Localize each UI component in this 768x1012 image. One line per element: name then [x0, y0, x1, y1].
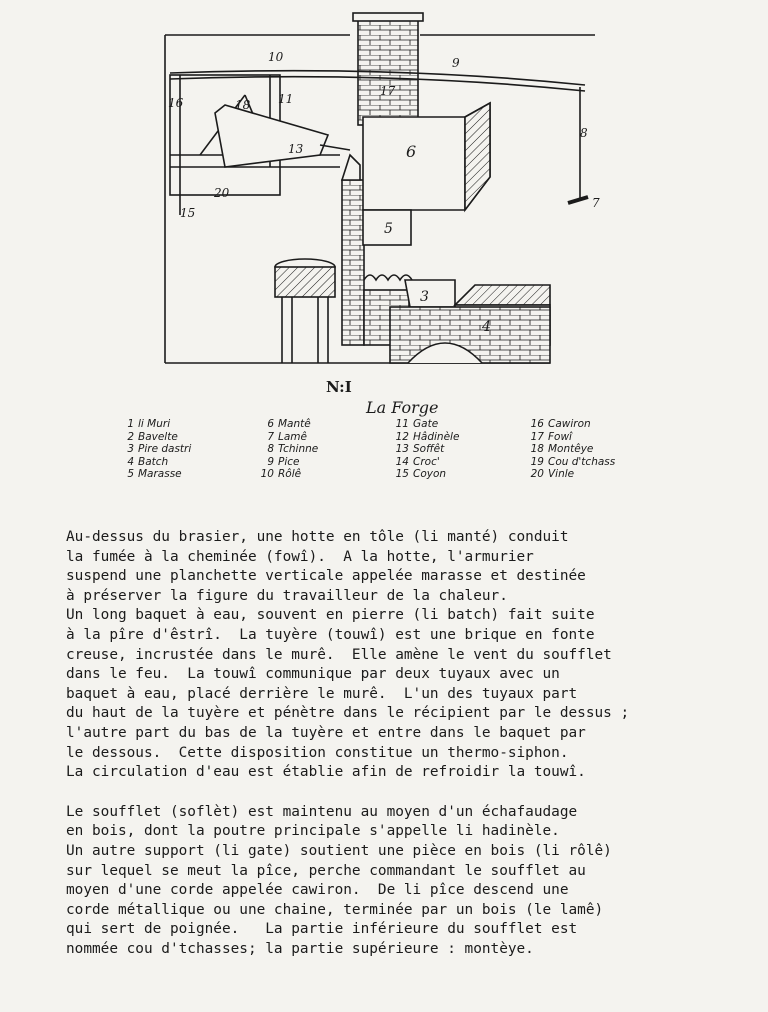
body-text — [66, 528, 756, 979]
figure-legend — [118, 418, 678, 481]
text-line: Un long baquet à eau, souvent en pierre (li batch) fait suite — [66, 607, 595, 624]
text-line: suspend une planchette verticale appelée marasse et destinée — [66, 568, 586, 585]
figure-callout: 11 — [278, 92, 294, 106]
figure-callout: 6 — [406, 142, 417, 161]
figure-callout: 18 — [235, 98, 251, 112]
text-line: qui sert de poignée. La partie inférieure du soufflet est — [66, 921, 578, 938]
forge-illustration — [110, 5, 670, 375]
text-line: le dessous. Cette disposition constitue un thermo-siphon. — [66, 744, 569, 761]
text-line: Au-dessus du brasier, une hotte en tôle (li manté) conduit — [66, 529, 569, 545]
legend-item: 8 Tchinne — [267, 443, 319, 455]
legend-item: 1 li Muri — [127, 418, 171, 430]
figure-callout: 8 — [580, 126, 588, 140]
legend-item: 18 Montêye — [530, 443, 594, 455]
figure-title: La Forge — [366, 398, 439, 417]
legend-item: 14 Croc' — [395, 455, 440, 468]
legend-item: 5 Marasse — [127, 468, 182, 480]
legend-item: 20 Vinle — [530, 468, 575, 480]
paragraph — [66, 803, 756, 960]
legend-item: 9 Pice — [267, 455, 300, 468]
text-line: nommée cou d'tchasses; la partie supérieure : montèye. — [66, 940, 534, 957]
text-line: la fumée à la cheminée (fowî). A la hotte, l'armurier — [66, 548, 534, 565]
figure-callout: 4 — [482, 319, 491, 335]
legend-item: 13 Soffêt — [395, 443, 445, 455]
legend-item: 17 Fowî — [530, 430, 572, 443]
figure-number: N:I — [326, 378, 352, 396]
figure-callout: 17 — [380, 84, 396, 98]
legend-item: 12 Hâdinèle — [395, 430, 460, 443]
text-line: à la pîre d'êstrî. La tuyère (touwî) est une brique en fonte — [66, 626, 595, 643]
figure-callout: 9 — [452, 56, 460, 70]
text-line: dans le feu. La touwî communique par deux tuyaux avec un — [66, 666, 560, 683]
forge-drawing-outline — [165, 13, 595, 363]
figure-callout: 10 — [268, 50, 284, 64]
text-line: Un autre support (li gate) soutient une pièce en bois (li rôlê) — [66, 842, 612, 859]
text-line: creuse, incrustée dans le murê. Elle amène le vent du soufflet — [66, 646, 612, 663]
legend-item: 11 Gate — [395, 418, 439, 430]
legend-item: 7 Lamê — [267, 430, 307, 443]
figure-callout: 3 — [420, 289, 429, 305]
figure-callout: 15 — [180, 206, 196, 220]
text-line: corde métallique ou une chaine, terminée par un bois (le lamê) — [66, 901, 604, 918]
legend-item: 4 Batch — [127, 455, 169, 468]
legend-item: 6 Mantê — [267, 418, 311, 430]
legend-item: 2 Bavelte — [127, 430, 178, 443]
text-line: baquet à eau, placé derrière le murê. L'un des tuyaux part — [66, 685, 578, 702]
text-line: l'autre part du bas de la tuyère et entre dans le baquet par — [66, 724, 586, 741]
text-line: Le soufflet (soflèt) est maintenu au moyen d'un échafaudage — [66, 803, 578, 820]
legend-item: 15 Coyon — [395, 468, 447, 480]
figure-callout: 20 — [214, 186, 230, 200]
text-line: moyen d'une corde appelée cawiron. De li pîce descend une — [66, 882, 569, 899]
legend-item: 10 Rôlê — [260, 468, 302, 480]
legend-item: 3 Pire dastri — [127, 443, 192, 455]
legend-item: 19 Cou d'tchass — [530, 455, 616, 468]
legend-item: 16 Cawiron — [530, 418, 591, 430]
figure-callout: 7 — [592, 196, 600, 210]
text-line: en bois, dont la poutre principale s'appelle li hadinèle. — [66, 823, 560, 840]
text-line: La circulation d'eau est établie afin de refroidir la touwî. — [66, 764, 586, 781]
figure-callout: 16 — [168, 96, 184, 110]
figure-callout: 5 — [384, 221, 393, 237]
text-line: à préserver la figure du travailleur de la chaleur. — [66, 587, 508, 604]
text-line: du haut de la tuyère et pénètre dans le récipient par le dessus ; — [66, 705, 630, 722]
text-line: sur lequel se meut la pîce, perche commandant le soufflet au — [66, 862, 586, 879]
figure-callout: 13 — [288, 142, 304, 156]
paragraph — [66, 528, 756, 783]
